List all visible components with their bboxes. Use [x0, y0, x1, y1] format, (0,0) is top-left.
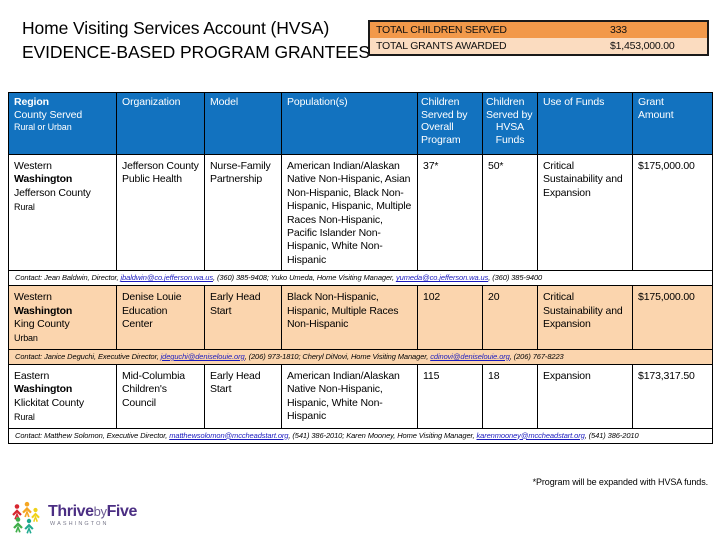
- summary-value-grants-awarded: $1,453,000.00: [610, 40, 675, 52]
- column-header-region-main: Region: [14, 96, 49, 108]
- column-header-organization: Organization: [117, 93, 205, 155]
- cell-grant-amount: $175,000.00: [633, 286, 713, 350]
- contact-cell: [9, 349, 713, 364]
- contact-row: [9, 271, 713, 286]
- summary-totals-box: [368, 20, 709, 56]
- contact-prefix: Contact: Matthew Solomon, Executive Director,: [15, 430, 170, 440]
- cell-populations: Black Non-Hispanic, Hispanic, Multiple Races Non-Hispanic: [282, 286, 418, 350]
- cell-children-hvsa: 50*: [483, 155, 538, 271]
- column-header-model: Model: [205, 93, 282, 155]
- logo-subtitle: WASHINGTON: [50, 521, 109, 527]
- column-header-children-hvsa-l4: Funds: [495, 133, 525, 146]
- column-header-children-overall-l3: Overall: [421, 121, 454, 134]
- cell-region-name: Eastern: [14, 369, 50, 382]
- contact-email-link[interactable]: matthewsolomon@mccheadstart.org: [169, 430, 289, 440]
- contact-email-link-2[interactable]: karenmooney@mccheadstart.org: [476, 430, 585, 440]
- cell-rural-urban: Urban: [14, 333, 38, 344]
- summary-row-grants-awarded: [370, 38, 707, 54]
- cell-organization: Mid-Columbia Children's Council: [117, 364, 205, 428]
- cell-populations: American Indian/Alaskan Native Non-Hispanic, Asian Non-Hispanic, Black Non-Hispanic, Hispanic, Multiple Races Non-Hispanic, Pacific Islander Non-Hispanic, White Non-Hispanic: [282, 155, 418, 271]
- cell-use-of-funds: Expansion: [538, 364, 633, 428]
- logo-word-thrive: Thrive: [48, 503, 94, 520]
- column-header-children-hvsa-l1: Children: [486, 96, 525, 108]
- column-header-children-hvsa-l2: Served by: [486, 108, 533, 121]
- contact-cell: [9, 271, 713, 286]
- column-header-populations: Population(s): [282, 93, 418, 155]
- cell-children-overall: 115: [418, 364, 483, 428]
- cell-children-overall: 102: [418, 286, 483, 350]
- cell-grant-amount: $173,317.50: [633, 364, 713, 428]
- column-header-children-overall-l1: Children: [421, 96, 460, 108]
- contact-row: [9, 349, 713, 364]
- column-header-grant-amount: [633, 93, 713, 155]
- summary-label-grants-awarded: TOTAL GRANTS AWARDED: [376, 40, 507, 52]
- cell-populations: American Indian/Alaskan Native Non-Hispanic, Hispanic, White Non-Hispanic: [282, 364, 418, 428]
- contact-row: [9, 428, 713, 443]
- page-title-line1: Home Visiting Services Account (HVSA): [22, 18, 330, 38]
- contact-middle: , (206) 973-1810; Cheryl DiNovi, Home Visiting Manager,: [244, 351, 431, 361]
- column-header-region-sub: County Served: [14, 108, 83, 121]
- contact-email-link[interactable]: jdeguchi@deniselouie.org: [160, 351, 245, 361]
- contact-suffix: , (206) 767-8223: [509, 351, 564, 361]
- cell-organization: Denise Louie Education Center: [117, 286, 205, 350]
- footnote-text: *Program will be expanded with HVSA funds.: [532, 477, 708, 487]
- cell-region: [9, 155, 117, 271]
- contact-prefix: Contact: Jean Baldwin, Director,: [15, 273, 121, 283]
- contact-email-link[interactable]: jbaldwin@co.jefferson.wa.us: [120, 273, 213, 283]
- table-row: [9, 155, 713, 271]
- contact-email-link-2[interactable]: yumeda@co.jefferson.wa.us: [396, 273, 489, 283]
- column-header-grant-amount-l2: Amount: [638, 108, 674, 121]
- cell-region-name: Western: [14, 160, 52, 172]
- logo-word-five: Five: [106, 503, 137, 520]
- cell-region: [9, 364, 117, 428]
- column-header-children-overall-l2: Served by: [421, 108, 468, 121]
- logo-wordmark: [48, 504, 137, 520]
- cell-region-state: Washington: [14, 173, 73, 186]
- summary-row-children-served: [370, 22, 707, 38]
- thrive-by-five-logo: [10, 498, 160, 536]
- column-header-region-sub2: Rural or Urban: [14, 122, 72, 133]
- cell-model: Early Head Start: [205, 286, 282, 350]
- grantees-table: [8, 92, 713, 444]
- column-header-children-hvsa: [483, 93, 538, 155]
- contact-prefix: Contact: Janice Deguchi, Executive Director,: [15, 351, 161, 361]
- table-header-row: [9, 93, 713, 155]
- cell-model: Nurse-Family Partnership: [205, 155, 282, 271]
- cell-use-of-funds: Critical Sustainability and Expansion: [538, 286, 633, 350]
- cell-children-hvsa: 18: [483, 364, 538, 428]
- summary-label-children-served: TOTAL CHILDREN SERVED: [376, 24, 507, 36]
- people-figures-icon: [10, 500, 46, 534]
- cell-rural-urban: Rural: [14, 412, 35, 423]
- contact-suffix: , (360) 385-9400: [488, 273, 543, 283]
- cell-region-name: Western: [14, 291, 52, 304]
- cell-model: Early Head Start: [205, 364, 282, 428]
- column-header-children-overall-l4: Program: [421, 133, 461, 146]
- cell-children-hvsa: 20: [483, 286, 538, 350]
- contact-middle: , (360) 385-9408; Yuko Umeda, Home Visiting Manager,: [212, 273, 396, 283]
- cell-region: [9, 286, 117, 350]
- cell-region-state: Washington: [14, 383, 73, 396]
- column-header-grant-amount-l1: Grant: [638, 96, 664, 108]
- column-header-use-of-funds: Use of Funds: [538, 93, 633, 155]
- contact-email-link-2[interactable]: cdinovi@deniselouie.org: [430, 351, 510, 361]
- cell-county: King County: [14, 318, 70, 331]
- page-header: [0, 0, 720, 88]
- logo-word-by: by: [93, 504, 107, 519]
- contact-cell: [9, 428, 713, 443]
- cell-region-state: Washington: [14, 304, 73, 317]
- cell-county: Klickitat County: [14, 396, 84, 409]
- table-body: [9, 155, 713, 444]
- cell-grant-amount: $175,000.00: [633, 155, 713, 271]
- cell-children-overall: 37*: [418, 155, 483, 271]
- cell-rural-urban: Rural: [14, 202, 35, 213]
- cell-county: Jefferson County: [14, 186, 91, 199]
- column-header-children-overall: [418, 93, 483, 155]
- summary-value-children-served: 333: [610, 24, 627, 36]
- page-title-line2: EVIDENCE-BASED PROGRAM GRANTEES: [22, 42, 370, 62]
- contact-middle: , (541) 386-2010; Karen Mooney, Home Visiting Manager,: [288, 430, 477, 440]
- column-header-region: [9, 93, 117, 155]
- table-row: [9, 364, 713, 428]
- contact-suffix: , (541) 386-2010: [584, 430, 639, 440]
- column-header-children-hvsa-l3: HVSA: [495, 121, 525, 134]
- cell-organization: Jefferson County Public Health: [117, 155, 205, 271]
- table-row: [9, 286, 713, 350]
- cell-use-of-funds: Critical Sustainability and Expansion: [538, 155, 633, 271]
